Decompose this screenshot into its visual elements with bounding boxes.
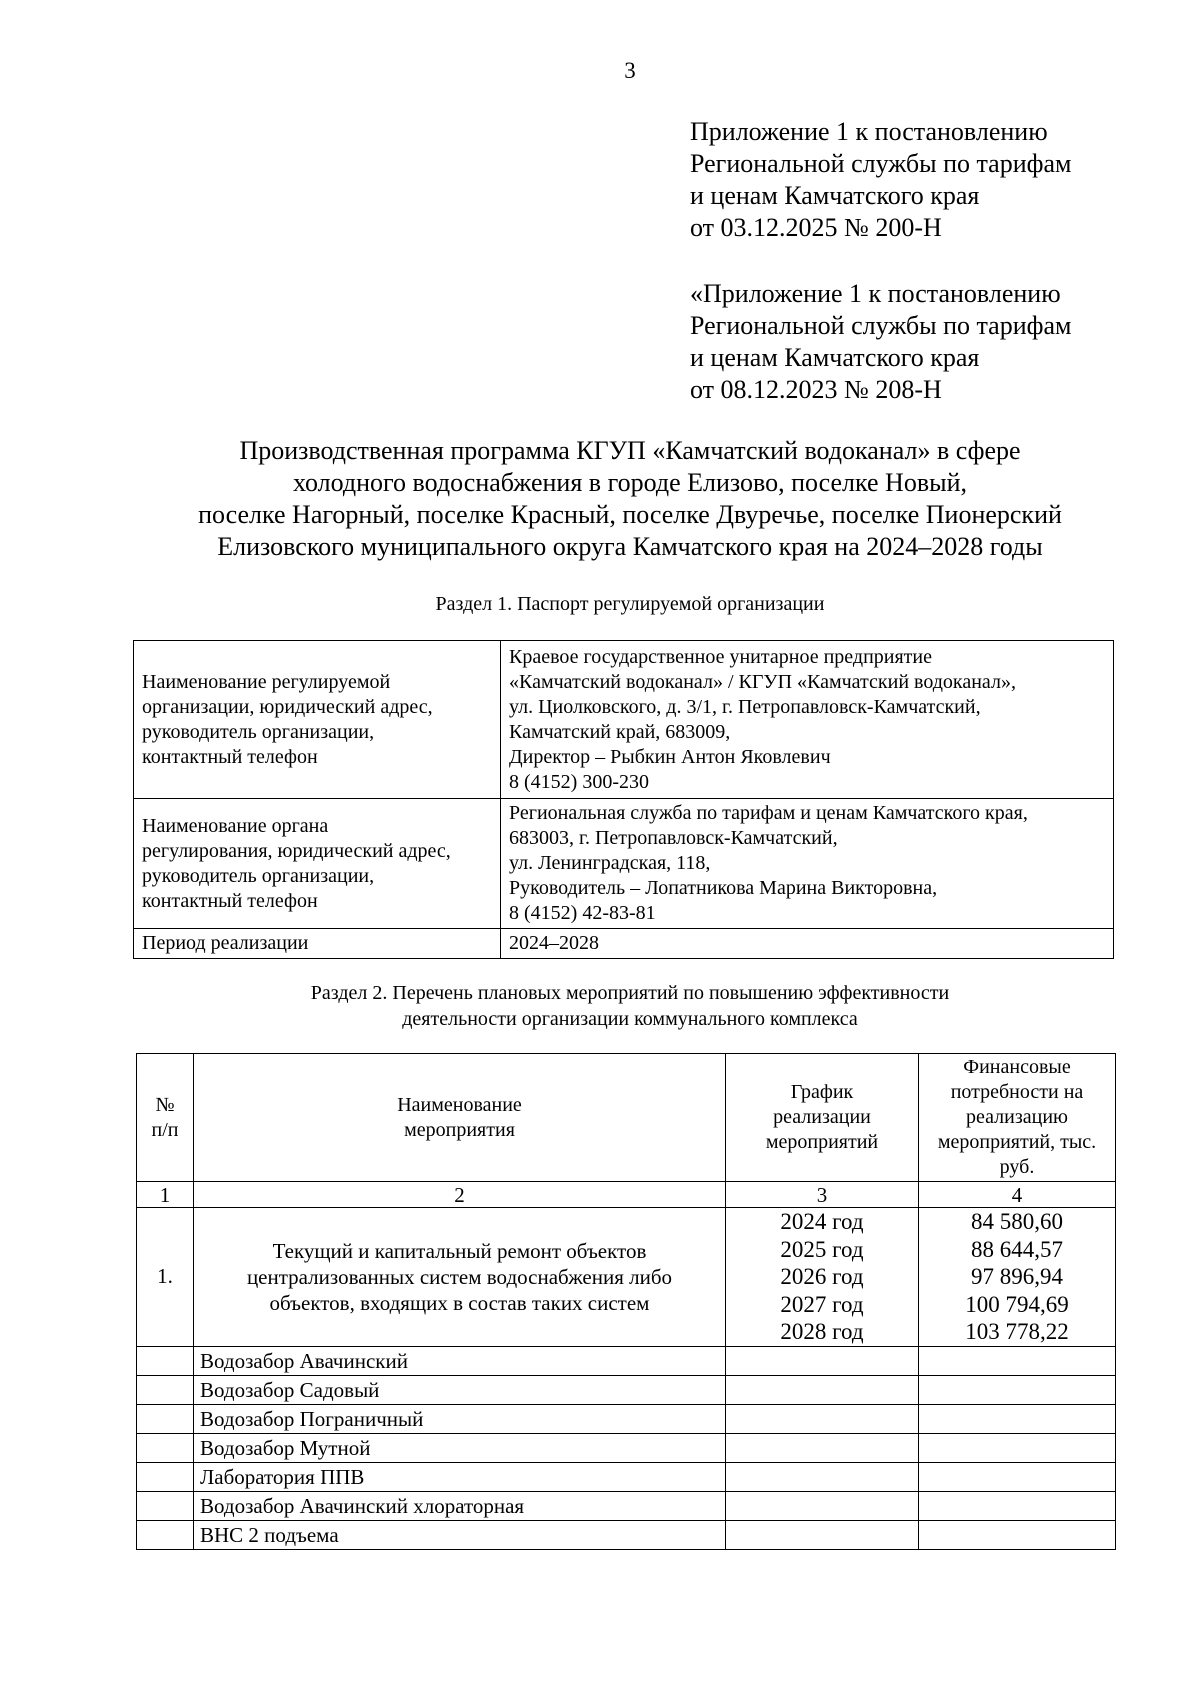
empty-cell <box>919 1520 1116 1549</box>
passport-label-cell <box>134 799 501 929</box>
cell-line: Камчатский край, 683009, <box>509 720 731 743</box>
appendix-line: «Приложение 1 к постановлению <box>690 279 1061 308</box>
cell-line: руководитель организации, <box>142 720 375 743</box>
schedule-year: 2028 год <box>780 1319 864 1344</box>
empty-cell <box>919 1346 1116 1375</box>
empty-cell <box>919 1433 1116 1462</box>
cell-line: Наименование регулируемой <box>142 670 391 693</box>
empty-cell <box>137 1346 194 1375</box>
table-row <box>137 1404 1116 1433</box>
title-line: Производственная программа КГУП «Камчатский водоканал» в сфере <box>239 436 1021 465</box>
cell-line: объектов, входящих в состав таких систем <box>269 1290 650 1315</box>
schedule-year: 2026 год <box>780 1264 864 1289</box>
passport-value-cell <box>501 929 1114 959</box>
empty-cell <box>726 1433 919 1462</box>
measures-table <box>136 1053 1116 1550</box>
passport-label-cell <box>134 929 501 959</box>
table-row <box>137 1462 1116 1491</box>
appendix-line: и ценам Камчатского края <box>690 181 980 210</box>
table-row <box>137 1491 1116 1520</box>
finance-amount: 84 580,60 <box>971 1209 1063 1234</box>
table-row <box>134 929 1114 959</box>
header-line: п/п <box>151 1118 179 1141</box>
appendix-line: Региональной службы по тарифам <box>690 311 1072 340</box>
cell-line: 8 (4152) 300-230 <box>509 770 649 793</box>
empty-cell <box>726 1520 919 1549</box>
cell-line: 8 (4152) 42-83-81 <box>509 902 656 924</box>
header-line: Финансовые <box>963 1056 1071 1078</box>
sub-item-name: Водозабор Авачинский хлораторная <box>194 1491 726 1520</box>
header-line: реализацию <box>966 1106 1068 1128</box>
empty-cell <box>919 1462 1116 1491</box>
title-line: деятельности организации коммунального комплекса <box>402 1008 858 1030</box>
cell-line: Региональная служба по тарифам и ценам Камчатского края, <box>509 802 1028 824</box>
appendix-line: Региональной службы по тарифам <box>690 149 1072 178</box>
section-1-title: Раздел 1. Паспорт регулируемой организации <box>435 593 825 615</box>
passport-label-cell <box>134 641 501 799</box>
table-row <box>134 799 1114 929</box>
passport-table <box>133 640 1114 959</box>
finance-amount: 88 644,57 <box>971 1236 1063 1262</box>
empty-cell <box>137 1433 194 1462</box>
header-num <box>137 1054 194 1182</box>
cell-line: «Камчатский водоканал» / КГУП «Камчатский водоканал», <box>509 670 1016 693</box>
column-number: 3 <box>726 1182 919 1208</box>
header-schedule <box>726 1054 919 1182</box>
title-line: холодного водоснабжения в городе Елизово, поселке Новый, <box>293 468 967 497</box>
cell-line: Руководитель – Лопатникова Марина Викторовна, <box>509 877 938 899</box>
appendix-line: и ценам Камчатского края <box>690 343 980 372</box>
section-2-title <box>100 980 1160 1032</box>
schedule-year: 2027 год <box>780 1291 864 1317</box>
document-title <box>100 435 1160 563</box>
table-row <box>137 1433 1116 1462</box>
cell-line: Период реализации <box>142 932 309 954</box>
empty-cell <box>726 1491 919 1520</box>
page-number: 3 <box>624 58 636 83</box>
empty-cell <box>726 1404 919 1433</box>
header-line: График <box>790 1081 854 1103</box>
table-row <box>137 1346 1116 1375</box>
passport-value-cell <box>501 799 1114 929</box>
cell-line: организации, юридический адрес, <box>142 695 433 718</box>
title-line: поселке Нагорный, поселке Красный, поселке Двуречье, поселке Пионерский <box>198 500 1062 529</box>
sub-item-name: Водозабор Садовый <box>194 1375 726 1404</box>
cell-line: контактный телефон <box>142 889 318 912</box>
cell-line: контактный телефон <box>142 745 318 768</box>
cell-line: Наименование органа <box>142 814 329 837</box>
header-line: руб. <box>999 1156 1035 1178</box>
appendix-reference-current <box>690 116 1071 244</box>
empty-cell <box>726 1462 919 1491</box>
cell-line: 683003, г. Петропавловск-Камчатский, <box>509 827 838 849</box>
empty-cell <box>137 1462 194 1491</box>
empty-cell <box>726 1375 919 1404</box>
finance-amount: 103 778,22 <box>965 1319 1069 1344</box>
table-row <box>137 1520 1116 1549</box>
header-line: Наименование <box>397 1093 522 1116</box>
header-name <box>194 1054 726 1182</box>
sub-item-name: ВНС 2 подъема <box>194 1520 726 1549</box>
schedule-year: 2025 год <box>780 1236 864 1262</box>
schedule-year: 2024 год <box>780 1209 864 1234</box>
table-row <box>137 1375 1116 1404</box>
sub-item-name: Лаборатория ППВ <box>194 1462 726 1491</box>
empty-cell <box>137 1520 194 1549</box>
title-line: Елизовского муниципального округа Камчатского края на 2024–2028 годы <box>217 532 1043 561</box>
column-number: 1 <box>137 1182 194 1208</box>
header-line: реализации <box>773 1106 871 1128</box>
empty-cell <box>137 1404 194 1433</box>
empty-cell <box>919 1404 1116 1433</box>
column-number: 2 <box>194 1182 726 1208</box>
column-numbers-row <box>137 1182 1116 1208</box>
finance-amount: 97 896,94 <box>971 1264 1063 1289</box>
appendix-line: от 08.12.2023 № 208-Н <box>690 375 942 404</box>
empty-cell <box>137 1491 194 1520</box>
appendix-reference-previous <box>690 278 1071 406</box>
finance-amount: 100 794,69 <box>965 1291 1069 1317</box>
table-row <box>137 1208 1116 1347</box>
appendix-line: Приложение 1 к постановлению <box>690 117 1048 146</box>
header-line: мероприятий <box>765 1131 879 1153</box>
table-row <box>134 641 1114 799</box>
header-line: № <box>155 1093 175 1116</box>
table-header-row <box>137 1054 1116 1182</box>
empty-cell <box>919 1491 1116 1520</box>
header-finance <box>919 1054 1116 1182</box>
item-schedule <box>726 1208 919 1347</box>
passport-value-cell <box>501 641 1114 799</box>
empty-cell <box>137 1375 194 1404</box>
cell-line: централизованных систем водоснабжения либо <box>246 1264 673 1289</box>
cell-line: 2024–2028 <box>509 932 599 954</box>
empty-cell <box>726 1346 919 1375</box>
column-number: 4 <box>919 1182 1116 1208</box>
cell-line: руководитель организации, <box>142 864 375 887</box>
cell-line: Краевое государственное унитарное предприятие <box>509 645 932 668</box>
empty-cell <box>919 1375 1116 1404</box>
cell-line: Директор – Рыбкин Антон Яковлевич <box>509 745 831 768</box>
cell-line: Текущий и капитальный ремонт объектов <box>272 1238 647 1263</box>
sub-item-name: Водозабор Мутной <box>194 1433 726 1462</box>
header-line: мероприятия <box>404 1118 515 1141</box>
item-finance <box>919 1208 1116 1347</box>
sub-item-name: Водозабор Пограничный <box>194 1404 726 1433</box>
header-line: потребности на <box>950 1081 1084 1103</box>
cell-line: ул. Циолковского, д. 3/1, г. Петропавловск-Камчатский, <box>509 695 981 718</box>
cell-line: регулирования, юридический адрес, <box>142 839 451 862</box>
appendix-line: от 03.12.2025 № 200-Н <box>690 213 942 242</box>
item-name <box>194 1208 726 1347</box>
title-line: Раздел 2. Перечень плановых мероприятий по повышению эффективности <box>310 982 950 1004</box>
cell-line: ул. Ленинградская, 118, <box>509 852 711 874</box>
item-number: 1. <box>137 1208 194 1347</box>
header-line: мероприятий, тыс. <box>937 1131 1097 1153</box>
sub-item-name: Водозабор Авачинский <box>194 1346 726 1375</box>
